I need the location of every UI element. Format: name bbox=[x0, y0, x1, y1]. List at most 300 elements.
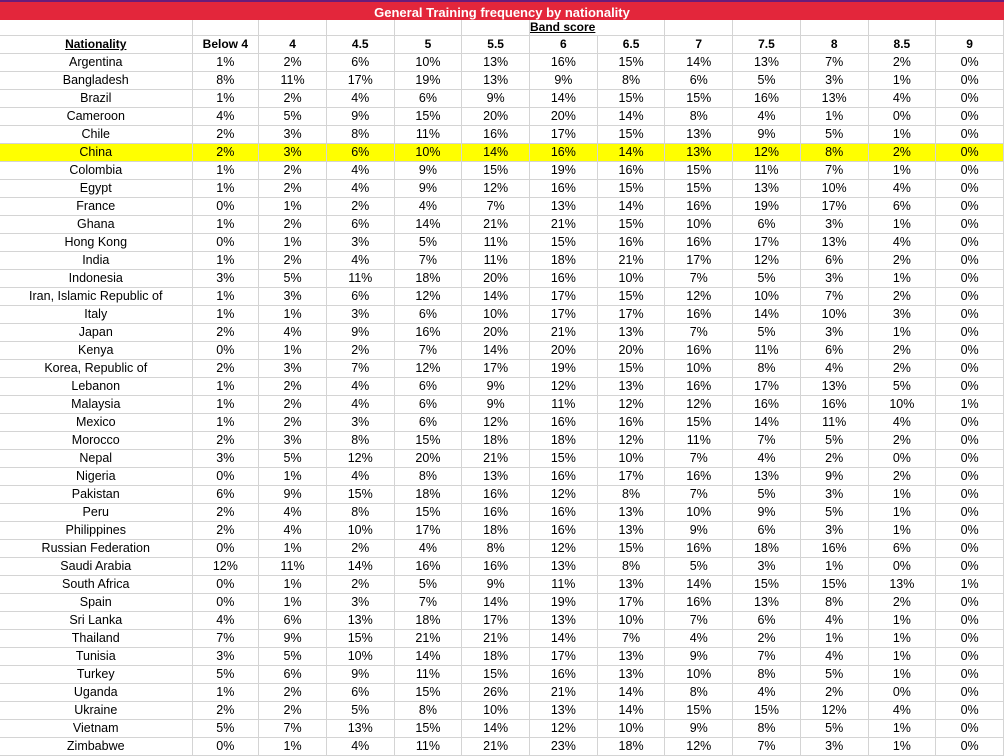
percentage-cell[interactable]: 3% bbox=[868, 306, 936, 324]
percentage-cell[interactable]: 0% bbox=[936, 72, 1004, 90]
percentage-cell[interactable]: 1% bbox=[192, 414, 259, 432]
percentage-cell[interactable]: 9% bbox=[326, 324, 394, 342]
percentage-cell[interactable]: 0% bbox=[936, 234, 1004, 252]
percentage-cell[interactable]: 3% bbox=[800, 522, 868, 540]
percentage-cell[interactable]: 5% bbox=[800, 720, 868, 738]
percentage-cell[interactable]: 1% bbox=[192, 90, 259, 108]
percentage-cell[interactable]: 0% bbox=[192, 540, 259, 558]
percentage-cell[interactable]: 1% bbox=[936, 396, 1004, 414]
percentage-cell[interactable]: 15% bbox=[530, 234, 598, 252]
percentage-cell[interactable]: 4% bbox=[868, 414, 936, 432]
percentage-cell[interactable]: 14% bbox=[530, 90, 598, 108]
percentage-cell[interactable]: 15% bbox=[665, 90, 733, 108]
percentage-cell[interactable]: 10% bbox=[800, 306, 868, 324]
nationality-cell[interactable]: Nepal bbox=[0, 450, 192, 468]
percentage-cell[interactable]: 0% bbox=[936, 198, 1004, 216]
empty-cell[interactable] bbox=[394, 20, 462, 36]
percentage-cell[interactable]: 0% bbox=[936, 414, 1004, 432]
percentage-cell[interactable]: 3% bbox=[800, 738, 868, 756]
percentage-cell[interactable]: 6% bbox=[259, 612, 327, 630]
percentage-cell[interactable]: 8% bbox=[733, 666, 801, 684]
nationality-cell[interactable]: Uganda bbox=[0, 684, 192, 702]
percentage-cell[interactable]: 15% bbox=[462, 162, 530, 180]
nationality-cell[interactable]: Mexico bbox=[0, 414, 192, 432]
empty-cell[interactable] bbox=[868, 20, 936, 36]
percentage-cell[interactable]: 15% bbox=[530, 450, 598, 468]
percentage-cell[interactable]: 13% bbox=[530, 702, 598, 720]
percentage-cell[interactable]: 5% bbox=[259, 108, 327, 126]
score-column-header[interactable]: 8 bbox=[800, 36, 868, 54]
percentage-cell[interactable]: 7% bbox=[394, 252, 462, 270]
percentage-cell[interactable]: 20% bbox=[530, 108, 598, 126]
percentage-cell[interactable]: 13% bbox=[530, 198, 598, 216]
score-column-header[interactable]: 5.5 bbox=[462, 36, 530, 54]
nationality-cell[interactable]: Turkey bbox=[0, 666, 192, 684]
percentage-cell[interactable]: 2% bbox=[868, 54, 936, 72]
percentage-cell[interactable]: 12% bbox=[597, 396, 665, 414]
percentage-cell[interactable]: 5% bbox=[394, 576, 462, 594]
percentage-cell[interactable]: 0% bbox=[936, 612, 1004, 630]
percentage-cell[interactable]: 1% bbox=[192, 252, 259, 270]
percentage-cell[interactable]: 11% bbox=[733, 162, 801, 180]
percentage-cell[interactable]: 4% bbox=[800, 612, 868, 630]
percentage-cell[interactable]: 4% bbox=[733, 108, 801, 126]
percentage-cell[interactable]: 0% bbox=[192, 468, 259, 486]
nationality-cell[interactable]: Colombia bbox=[0, 162, 192, 180]
percentage-cell[interactable]: 19% bbox=[530, 594, 598, 612]
percentage-cell[interactable]: 6% bbox=[868, 540, 936, 558]
percentage-cell[interactable]: 0% bbox=[192, 594, 259, 612]
percentage-cell[interactable]: 5% bbox=[733, 72, 801, 90]
percentage-cell[interactable]: 12% bbox=[394, 288, 462, 306]
percentage-cell[interactable]: 6% bbox=[800, 252, 868, 270]
nationality-cell[interactable]: Italy bbox=[0, 306, 192, 324]
percentage-cell[interactable]: 5% bbox=[800, 432, 868, 450]
percentage-cell[interactable]: 21% bbox=[462, 450, 530, 468]
percentage-cell[interactable]: 14% bbox=[597, 684, 665, 702]
percentage-cell[interactable]: 1% bbox=[192, 162, 259, 180]
percentage-cell[interactable]: 10% bbox=[394, 144, 462, 162]
percentage-cell[interactable]: 3% bbox=[259, 126, 327, 144]
percentage-cell[interactable]: 1% bbox=[192, 180, 259, 198]
percentage-cell[interactable]: 1% bbox=[868, 504, 936, 522]
percentage-cell[interactable]: 16% bbox=[530, 270, 598, 288]
percentage-cell[interactable]: 14% bbox=[326, 558, 394, 576]
percentage-cell[interactable]: 18% bbox=[530, 432, 598, 450]
percentage-cell[interactable]: 11% bbox=[665, 432, 733, 450]
percentage-cell[interactable]: 10% bbox=[665, 360, 733, 378]
percentage-cell[interactable]: 6% bbox=[733, 522, 801, 540]
percentage-cell[interactable]: 11% bbox=[326, 270, 394, 288]
nationality-cell[interactable]: South Africa bbox=[0, 576, 192, 594]
percentage-cell[interactable]: 2% bbox=[868, 432, 936, 450]
percentage-cell[interactable]: 0% bbox=[936, 702, 1004, 720]
percentage-cell[interactable]: 18% bbox=[394, 270, 462, 288]
percentage-cell[interactable]: 2% bbox=[868, 288, 936, 306]
percentage-cell[interactable]: 4% bbox=[394, 540, 462, 558]
percentage-cell[interactable]: 0% bbox=[192, 738, 259, 756]
percentage-cell[interactable]: 1% bbox=[259, 540, 327, 558]
percentage-cell[interactable]: 1% bbox=[868, 162, 936, 180]
nationality-cell[interactable]: Saudi Arabia bbox=[0, 558, 192, 576]
percentage-cell[interactable]: 2% bbox=[259, 414, 327, 432]
percentage-cell[interactable]: 1% bbox=[192, 378, 259, 396]
percentage-cell[interactable]: 1% bbox=[868, 738, 936, 756]
percentage-cell[interactable]: 16% bbox=[665, 594, 733, 612]
percentage-cell[interactable]: 10% bbox=[597, 270, 665, 288]
percentage-cell[interactable]: 0% bbox=[936, 486, 1004, 504]
percentage-cell[interactable]: 18% bbox=[462, 432, 530, 450]
percentage-cell[interactable]: 4% bbox=[326, 252, 394, 270]
percentage-cell[interactable]: 0% bbox=[936, 180, 1004, 198]
percentage-cell[interactable]: 10% bbox=[665, 666, 733, 684]
percentage-cell[interactable]: 5% bbox=[394, 234, 462, 252]
percentage-cell[interactable]: 2% bbox=[733, 630, 801, 648]
percentage-cell[interactable]: 2% bbox=[192, 324, 259, 342]
percentage-cell[interactable]: 8% bbox=[800, 144, 868, 162]
percentage-cell[interactable]: 16% bbox=[665, 468, 733, 486]
nationality-cell[interactable]: Lebanon bbox=[0, 378, 192, 396]
percentage-cell[interactable]: 2% bbox=[259, 90, 327, 108]
percentage-cell[interactable]: 1% bbox=[192, 216, 259, 234]
percentage-cell[interactable]: 0% bbox=[868, 108, 936, 126]
percentage-cell[interactable]: 13% bbox=[733, 468, 801, 486]
percentage-cell[interactable]: 16% bbox=[665, 378, 733, 396]
score-column-header[interactable]: Below 4 bbox=[192, 36, 259, 54]
percentage-cell[interactable]: 2% bbox=[192, 504, 259, 522]
percentage-cell[interactable]: 3% bbox=[326, 594, 394, 612]
percentage-cell[interactable]: 9% bbox=[462, 90, 530, 108]
nationality-cell[interactable]: Ghana bbox=[0, 216, 192, 234]
percentage-cell[interactable]: 5% bbox=[733, 486, 801, 504]
percentage-cell[interactable]: 2% bbox=[259, 180, 327, 198]
percentage-cell[interactable]: 4% bbox=[326, 90, 394, 108]
percentage-cell[interactable]: 9% bbox=[394, 180, 462, 198]
percentage-cell[interactable]: 8% bbox=[597, 558, 665, 576]
percentage-cell[interactable]: 15% bbox=[326, 630, 394, 648]
percentage-cell[interactable]: 2% bbox=[868, 594, 936, 612]
percentage-cell[interactable]: 1% bbox=[936, 576, 1004, 594]
percentage-cell[interactable]: 16% bbox=[733, 396, 801, 414]
percentage-cell[interactable]: 2% bbox=[868, 252, 936, 270]
nationality-cell[interactable]: Tunisia bbox=[0, 648, 192, 666]
percentage-cell[interactable]: 9% bbox=[665, 648, 733, 666]
percentage-cell[interactable]: 13% bbox=[597, 504, 665, 522]
percentage-cell[interactable]: 7% bbox=[665, 270, 733, 288]
percentage-cell[interactable]: 5% bbox=[733, 324, 801, 342]
percentage-cell[interactable]: 14% bbox=[394, 216, 462, 234]
percentage-cell[interactable]: 2% bbox=[192, 522, 259, 540]
percentage-cell[interactable]: 4% bbox=[259, 522, 327, 540]
percentage-cell[interactable]: 13% bbox=[597, 576, 665, 594]
nationality-cell[interactable]: Philippines bbox=[0, 522, 192, 540]
percentage-cell[interactable]: 1% bbox=[800, 630, 868, 648]
percentage-cell[interactable]: 4% bbox=[868, 180, 936, 198]
percentage-cell[interactable]: 13% bbox=[597, 378, 665, 396]
percentage-cell[interactable]: 14% bbox=[733, 306, 801, 324]
percentage-cell[interactable]: 16% bbox=[530, 522, 598, 540]
percentage-cell[interactable]: 13% bbox=[597, 522, 665, 540]
percentage-cell[interactable]: 3% bbox=[800, 486, 868, 504]
score-column-header[interactable]: 8.5 bbox=[868, 36, 936, 54]
percentage-cell[interactable]: 12% bbox=[462, 180, 530, 198]
percentage-cell[interactable]: 4% bbox=[800, 360, 868, 378]
percentage-cell[interactable]: 2% bbox=[259, 702, 327, 720]
percentage-cell[interactable]: 3% bbox=[800, 216, 868, 234]
percentage-cell[interactable]: 6% bbox=[394, 378, 462, 396]
percentage-cell[interactable]: 0% bbox=[936, 162, 1004, 180]
percentage-cell[interactable]: 15% bbox=[597, 216, 665, 234]
percentage-cell[interactable]: 0% bbox=[936, 288, 1004, 306]
percentage-cell[interactable]: 16% bbox=[530, 54, 598, 72]
percentage-cell[interactable]: 21% bbox=[394, 630, 462, 648]
percentage-cell[interactable]: 1% bbox=[868, 612, 936, 630]
percentage-cell[interactable]: 2% bbox=[868, 144, 936, 162]
percentage-cell[interactable]: 9% bbox=[394, 162, 462, 180]
percentage-cell[interactable]: 14% bbox=[597, 702, 665, 720]
percentage-cell[interactable]: 6% bbox=[326, 216, 394, 234]
percentage-cell[interactable]: 16% bbox=[462, 558, 530, 576]
percentage-cell[interactable]: 16% bbox=[665, 198, 733, 216]
percentage-cell[interactable]: 1% bbox=[800, 108, 868, 126]
percentage-cell[interactable]: 15% bbox=[394, 504, 462, 522]
percentage-cell[interactable]: 1% bbox=[259, 234, 327, 252]
percentage-cell[interactable]: 9% bbox=[733, 504, 801, 522]
percentage-cell[interactable]: 8% bbox=[326, 504, 394, 522]
percentage-cell[interactable]: 15% bbox=[597, 180, 665, 198]
percentage-cell[interactable]: 16% bbox=[733, 90, 801, 108]
percentage-cell[interactable]: 15% bbox=[394, 432, 462, 450]
percentage-cell[interactable]: 20% bbox=[530, 342, 598, 360]
nationality-cell[interactable]: Russian Federation bbox=[0, 540, 192, 558]
percentage-cell[interactable]: 7% bbox=[665, 612, 733, 630]
percentage-cell[interactable]: 2% bbox=[326, 576, 394, 594]
percentage-cell[interactable]: 14% bbox=[462, 288, 530, 306]
percentage-cell[interactable]: 14% bbox=[665, 54, 733, 72]
percentage-cell[interactable]: 8% bbox=[733, 720, 801, 738]
percentage-cell[interactable]: 10% bbox=[868, 396, 936, 414]
percentage-cell[interactable]: 13% bbox=[800, 234, 868, 252]
percentage-cell[interactable]: 4% bbox=[665, 630, 733, 648]
percentage-cell[interactable]: 9% bbox=[259, 630, 327, 648]
percentage-cell[interactable]: 4% bbox=[326, 162, 394, 180]
percentage-cell[interactable]: 0% bbox=[936, 54, 1004, 72]
percentage-cell[interactable]: 0% bbox=[936, 306, 1004, 324]
percentage-cell[interactable]: 9% bbox=[800, 468, 868, 486]
percentage-cell[interactable]: 15% bbox=[394, 720, 462, 738]
percentage-cell[interactable]: 2% bbox=[800, 450, 868, 468]
percentage-cell[interactable]: 15% bbox=[597, 360, 665, 378]
percentage-cell[interactable]: 18% bbox=[733, 540, 801, 558]
percentage-cell[interactable]: 0% bbox=[868, 450, 936, 468]
percentage-cell[interactable]: 7% bbox=[192, 630, 259, 648]
percentage-cell[interactable]: 18% bbox=[530, 252, 598, 270]
percentage-cell[interactable]: 8% bbox=[326, 126, 394, 144]
percentage-cell[interactable]: 6% bbox=[394, 396, 462, 414]
nationality-cell[interactable]: Malaysia bbox=[0, 396, 192, 414]
score-column-header[interactable]: 7.5 bbox=[733, 36, 801, 54]
percentage-cell[interactable]: 6% bbox=[326, 144, 394, 162]
percentage-cell[interactable]: 10% bbox=[326, 648, 394, 666]
percentage-cell[interactable]: 14% bbox=[462, 594, 530, 612]
percentage-cell[interactable]: 13% bbox=[800, 378, 868, 396]
percentage-cell[interactable]: 8% bbox=[192, 72, 259, 90]
percentage-cell[interactable]: 12% bbox=[462, 414, 530, 432]
percentage-cell[interactable]: 16% bbox=[597, 414, 665, 432]
percentage-cell[interactable]: 15% bbox=[394, 684, 462, 702]
percentage-cell[interactable]: 13% bbox=[530, 612, 598, 630]
percentage-cell[interactable]: 15% bbox=[733, 576, 801, 594]
percentage-cell[interactable]: 7% bbox=[665, 324, 733, 342]
percentage-cell[interactable]: 0% bbox=[936, 432, 1004, 450]
nationality-cell[interactable]: Japan bbox=[0, 324, 192, 342]
percentage-cell[interactable]: 0% bbox=[936, 450, 1004, 468]
percentage-cell[interactable]: 14% bbox=[462, 144, 530, 162]
percentage-cell[interactable]: 0% bbox=[936, 522, 1004, 540]
percentage-cell[interactable]: 16% bbox=[530, 144, 598, 162]
nationality-cell[interactable]: Sri Lanka bbox=[0, 612, 192, 630]
percentage-cell[interactable]: 8% bbox=[800, 594, 868, 612]
percentage-cell[interactable]: 2% bbox=[192, 144, 259, 162]
percentage-cell[interactable]: 8% bbox=[597, 486, 665, 504]
percentage-cell[interactable]: 12% bbox=[326, 450, 394, 468]
percentage-cell[interactable]: 16% bbox=[530, 180, 598, 198]
percentage-cell[interactable]: 20% bbox=[462, 324, 530, 342]
percentage-cell[interactable]: 20% bbox=[462, 270, 530, 288]
percentage-cell[interactable]: 5% bbox=[733, 270, 801, 288]
percentage-cell[interactable]: 1% bbox=[868, 648, 936, 666]
percentage-cell[interactable]: 6% bbox=[394, 306, 462, 324]
nationality-cell[interactable]: Peru bbox=[0, 504, 192, 522]
nationality-cell[interactable]: Morocco bbox=[0, 432, 192, 450]
percentage-cell[interactable]: 16% bbox=[800, 540, 868, 558]
percentage-cell[interactable]: 16% bbox=[530, 504, 598, 522]
percentage-cell[interactable]: 13% bbox=[800, 90, 868, 108]
percentage-cell[interactable]: 3% bbox=[259, 432, 327, 450]
percentage-cell[interactable]: 13% bbox=[326, 612, 394, 630]
percentage-cell[interactable]: 15% bbox=[665, 702, 733, 720]
percentage-cell[interactable]: 4% bbox=[868, 234, 936, 252]
percentage-cell[interactable]: 12% bbox=[530, 378, 598, 396]
percentage-cell[interactable]: 15% bbox=[462, 666, 530, 684]
percentage-cell[interactable]: 4% bbox=[259, 504, 327, 522]
percentage-cell[interactable]: 4% bbox=[326, 468, 394, 486]
percentage-cell[interactable]: 1% bbox=[192, 288, 259, 306]
percentage-cell[interactable]: 19% bbox=[733, 198, 801, 216]
percentage-cell[interactable]: 12% bbox=[597, 432, 665, 450]
percentage-cell[interactable]: 0% bbox=[936, 630, 1004, 648]
percentage-cell[interactable]: 9% bbox=[530, 72, 598, 90]
nationality-cell[interactable]: Indonesia bbox=[0, 270, 192, 288]
percentage-cell[interactable]: 9% bbox=[326, 666, 394, 684]
percentage-cell[interactable]: 0% bbox=[936, 504, 1004, 522]
percentage-cell[interactable]: 21% bbox=[597, 252, 665, 270]
percentage-cell[interactable]: 8% bbox=[665, 684, 733, 702]
percentage-cell[interactable]: 7% bbox=[259, 720, 327, 738]
percentage-cell[interactable]: 14% bbox=[597, 198, 665, 216]
percentage-cell[interactable]: 17% bbox=[597, 468, 665, 486]
percentage-cell[interactable]: 12% bbox=[530, 486, 598, 504]
percentage-cell[interactable]: 13% bbox=[530, 558, 598, 576]
score-column-header[interactable]: 6.5 bbox=[597, 36, 665, 54]
percentage-cell[interactable]: 21% bbox=[462, 738, 530, 756]
percentage-cell[interactable]: 0% bbox=[936, 126, 1004, 144]
percentage-cell[interactable]: 1% bbox=[192, 396, 259, 414]
percentage-cell[interactable]: 15% bbox=[597, 288, 665, 306]
percentage-cell[interactable]: 7% bbox=[733, 432, 801, 450]
empty-cell[interactable] bbox=[936, 20, 1004, 36]
percentage-cell[interactable]: 4% bbox=[800, 648, 868, 666]
percentage-cell[interactable]: 12% bbox=[530, 540, 598, 558]
score-column-header[interactable]: 5 bbox=[394, 36, 462, 54]
percentage-cell[interactable]: 17% bbox=[597, 306, 665, 324]
percentage-cell[interactable]: 1% bbox=[868, 126, 936, 144]
nationality-cell[interactable]: Nigeria bbox=[0, 468, 192, 486]
nationality-cell[interactable]: Argentina bbox=[0, 54, 192, 72]
nationality-cell[interactable]: Thailand bbox=[0, 630, 192, 648]
percentage-cell[interactable]: 21% bbox=[462, 216, 530, 234]
percentage-cell[interactable]: 2% bbox=[259, 54, 327, 72]
percentage-cell[interactable]: 0% bbox=[936, 378, 1004, 396]
percentage-cell[interactable]: 7% bbox=[665, 450, 733, 468]
percentage-cell[interactable]: 20% bbox=[597, 342, 665, 360]
percentage-cell[interactable]: 3% bbox=[326, 414, 394, 432]
percentage-cell[interactable]: 13% bbox=[597, 666, 665, 684]
percentage-cell[interactable]: 14% bbox=[597, 144, 665, 162]
percentage-cell[interactable]: 14% bbox=[394, 648, 462, 666]
percentage-cell[interactable]: 12% bbox=[530, 720, 598, 738]
percentage-cell[interactable]: 15% bbox=[597, 540, 665, 558]
percentage-cell[interactable]: 13% bbox=[462, 54, 530, 72]
percentage-cell[interactable]: 11% bbox=[800, 414, 868, 432]
percentage-cell[interactable]: 17% bbox=[394, 522, 462, 540]
percentage-cell[interactable]: 4% bbox=[868, 90, 936, 108]
percentage-cell[interactable]: 3% bbox=[326, 234, 394, 252]
percentage-cell[interactable]: 13% bbox=[733, 594, 801, 612]
percentage-cell[interactable]: 0% bbox=[936, 270, 1004, 288]
percentage-cell[interactable]: 1% bbox=[868, 720, 936, 738]
percentage-cell[interactable]: 4% bbox=[259, 324, 327, 342]
percentage-cell[interactable]: 2% bbox=[868, 360, 936, 378]
percentage-cell[interactable]: 18% bbox=[394, 486, 462, 504]
percentage-cell[interactable]: 16% bbox=[462, 486, 530, 504]
percentage-cell[interactable]: 10% bbox=[597, 450, 665, 468]
score-column-header[interactable]: 7 bbox=[665, 36, 733, 54]
percentage-cell[interactable]: 15% bbox=[665, 162, 733, 180]
percentage-cell[interactable]: 2% bbox=[868, 342, 936, 360]
percentage-cell[interactable]: 17% bbox=[530, 288, 598, 306]
percentage-cell[interactable]: 17% bbox=[530, 126, 598, 144]
percentage-cell[interactable]: 5% bbox=[665, 558, 733, 576]
percentage-cell[interactable]: 4% bbox=[394, 198, 462, 216]
percentage-cell[interactable]: 21% bbox=[462, 630, 530, 648]
percentage-cell[interactable]: 2% bbox=[800, 684, 868, 702]
percentage-cell[interactable]: 7% bbox=[800, 288, 868, 306]
empty-cell[interactable] bbox=[800, 20, 868, 36]
percentage-cell[interactable]: 8% bbox=[733, 360, 801, 378]
percentage-cell[interactable]: 19% bbox=[530, 162, 598, 180]
percentage-cell[interactable]: 13% bbox=[665, 126, 733, 144]
percentage-cell[interactable]: 1% bbox=[259, 738, 327, 756]
percentage-cell[interactable]: 0% bbox=[936, 216, 1004, 234]
percentage-cell[interactable]: 0% bbox=[936, 144, 1004, 162]
percentage-cell[interactable]: 12% bbox=[733, 252, 801, 270]
percentage-cell[interactable]: 14% bbox=[665, 576, 733, 594]
percentage-cell[interactable]: 8% bbox=[462, 540, 530, 558]
percentage-cell[interactable]: 0% bbox=[936, 324, 1004, 342]
percentage-cell[interactable]: 11% bbox=[733, 342, 801, 360]
percentage-cell[interactable]: 0% bbox=[936, 468, 1004, 486]
